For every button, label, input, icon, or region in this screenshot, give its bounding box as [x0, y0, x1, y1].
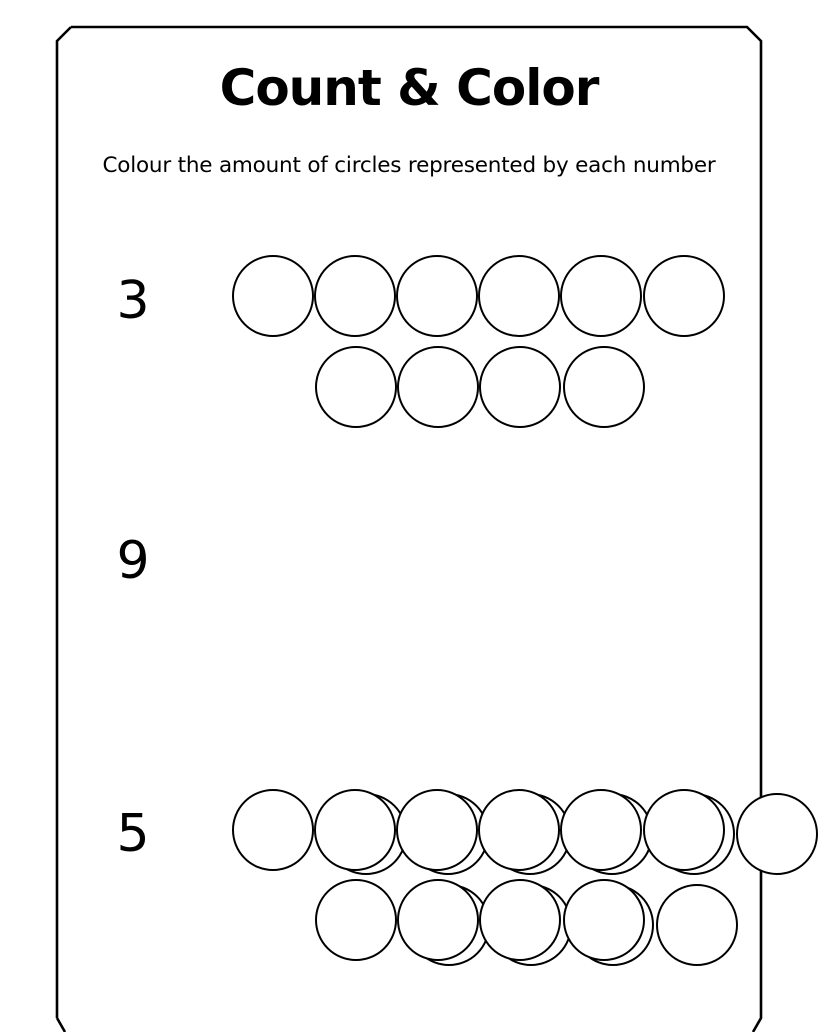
colorable-circle[interactable] [315, 346, 397, 428]
worksheet-title: Count & Color [219, 59, 599, 117]
colorable-circle[interactable] [736, 793, 818, 875]
colorable-circle[interactable] [560, 255, 642, 337]
colorable-circle[interactable] [397, 879, 479, 961]
colorable-circle[interactable] [314, 789, 396, 871]
problem-number: 3 [93, 271, 173, 331]
colorable-circle[interactable] [656, 884, 738, 966]
colorable-circle[interactable] [563, 346, 645, 428]
colorable-circle[interactable] [478, 789, 560, 871]
worksheet-instruction: Colour the amount of circles represented by each number [102, 153, 716, 178]
colorable-circle[interactable] [479, 346, 561, 428]
problem-number: 9 [116, 531, 150, 591]
colorable-circle[interactable] [396, 789, 478, 871]
colorable-circle[interactable] [232, 255, 314, 337]
colorable-circle[interactable] [560, 789, 642, 871]
colorable-circle[interactable] [397, 346, 479, 428]
colorable-circle[interactable] [396, 255, 478, 337]
colorable-circle[interactable] [479, 879, 561, 961]
colorable-circle[interactable] [314, 255, 396, 337]
colorable-circle[interactable] [643, 255, 725, 337]
colorable-circle[interactable] [232, 789, 314, 871]
colorable-circle[interactable] [563, 879, 645, 961]
colorable-circle[interactable] [478, 255, 560, 337]
colorable-circle[interactable] [643, 789, 725, 871]
colorable-circle[interactable] [315, 879, 397, 961]
problem-number: 5 [116, 804, 150, 864]
